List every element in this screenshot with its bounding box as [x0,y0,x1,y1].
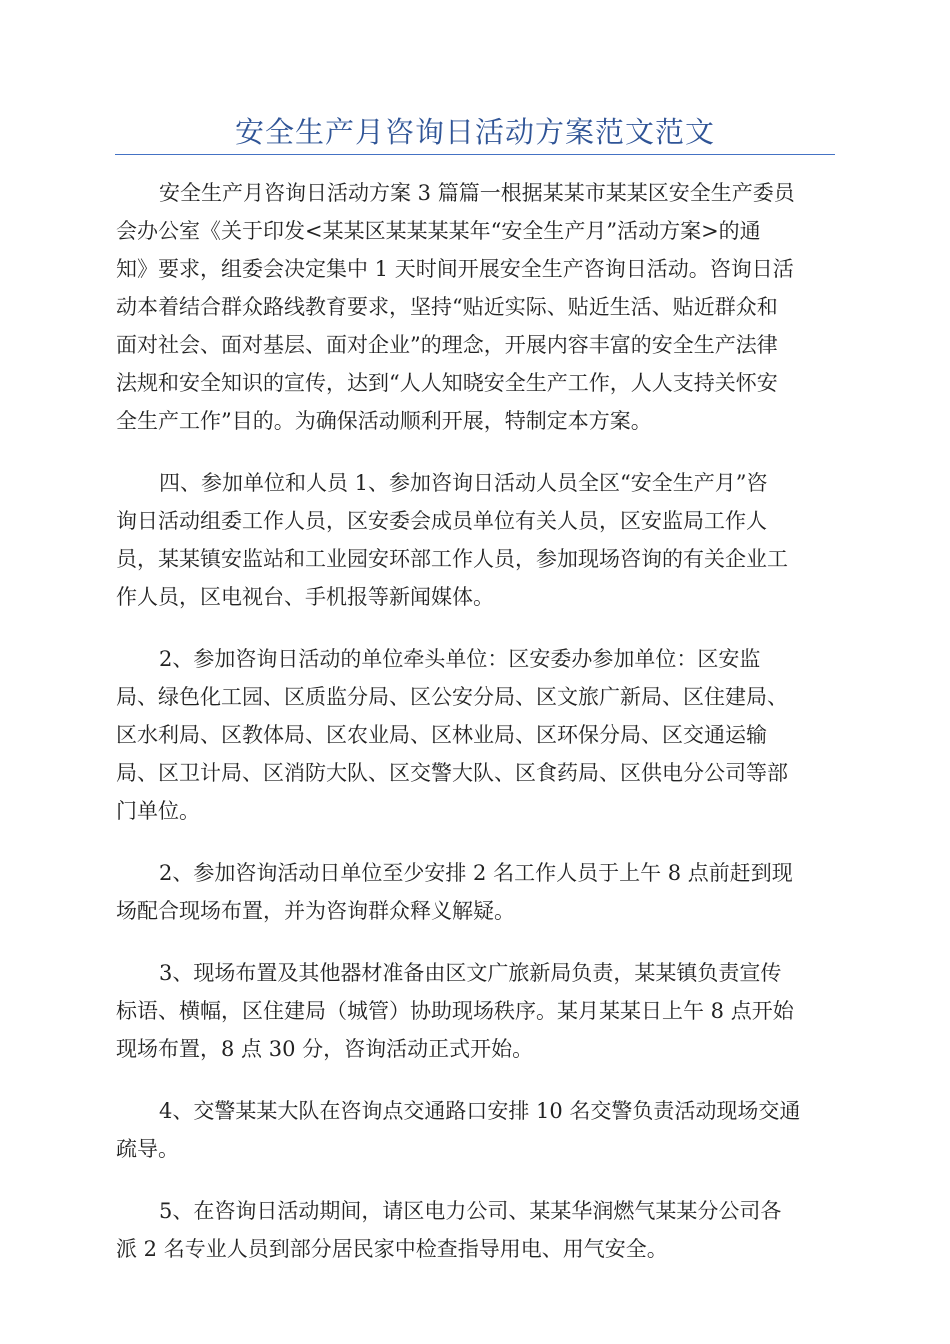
paragraph [116,640,832,830]
paragraph-line: 4、交警某某大队在咨询点交通路口安排 10 名交警负责活动现场交通 [159,1099,801,1123]
paragraph-line: 全生产工作”目的。为确保活动顺利开展，特制定本方案。 [116,409,652,433]
paragraph [116,464,832,616]
paragraph-line: 询日活动组委工作人员，区安委会成员单位有关人员，区安监局工作人 [116,509,767,533]
paragraph-line: 法规和安全知识的宣传，达到“人人知晓安全生产工作，人人支持关怀安 [116,371,778,395]
paragraph-line: 2、参加咨询日活动的单位牵头单位：区安委办参加单位：区安监 [159,647,761,671]
paragraph-line: 区水利局、区教体局、区农业局、区林业局、区环保分局、区交通运输 [116,723,767,747]
paragraph-line: 安全生产月咨询日活动方案 3 篇篇一根据某某市某某区安全生产委员 [159,181,795,205]
paragraph-line: 门单位。 [116,799,200,823]
paragraph-line: 作人员，区电视台、手机报等新闻媒体。 [116,585,494,609]
paragraph [116,854,832,930]
paragraph [116,1092,832,1168]
title-underline [115,154,835,155]
paragraph [116,174,832,440]
paragraph-line: 5、在咨询日活动期间，请区电力公司、某某华润燃气某某分公司各 [159,1199,782,1223]
paragraph-line: 面对社会、面对基层、面对企业”的理念，开展内容丰富的安全生产法律 [116,333,778,357]
paragraph-line: 会办公室《关于印发<某某区某某某某年“安全生产月”活动方案>的通 [116,219,761,243]
paragraph [116,954,832,1068]
paragraph-line: 局、区卫计局、区消防大队、区交警大队、区食药局、区供电分公司等部 [116,761,788,785]
paragraph-line: 派 2 名专业人员到部分居民家中检查指导用电、用气安全。 [116,1237,668,1261]
paragraph-line: 2、参加咨询活动日单位至少安排 2 名工作人员于上午 8 点前赶到现 [159,861,793,885]
paragraph-line: 疏导。 [116,1137,179,1161]
paragraph-line: 现场布置，8 点 30 分，咨询活动正式开始。 [116,1037,534,1061]
paragraph-line: 场配合现场布置，并为咨询群众释义解疑。 [116,899,515,923]
paragraph [116,1192,832,1268]
paragraph-line: 四、参加单位和人员 1、参加咨询日活动人员全区“安全生产月”咨 [159,471,768,495]
document-body [116,174,832,1292]
paragraph-line: 标语、横幅，区住建局（城管）协助现场秩序。某月某某日上午 8 点开始 [116,999,794,1023]
document-title: 安全生产月咨询日活动方案范文范文 [234,115,715,149]
paragraph-line: 3、现场布置及其他器材准备由区文广旅新局负责，某某镇负责宣传 [159,961,782,985]
paragraph-line: 局、绿色化工园、区质监分局、区公安分局、区文旅广新局、区住建局、 [116,685,788,709]
paragraph-line: 知》要求，组委会决定集中 1 天时间开展安全生产咨询日活动。咨询日活 [116,257,794,281]
paragraph-line: 动本着结合群众路线教育要求，坚持“贴近实际、贴近生活、贴近群众和 [116,295,778,319]
paragraph-line: 员，某某镇安监站和工业园安环部工作人员，参加现场咨询的有关企业工 [116,547,788,571]
